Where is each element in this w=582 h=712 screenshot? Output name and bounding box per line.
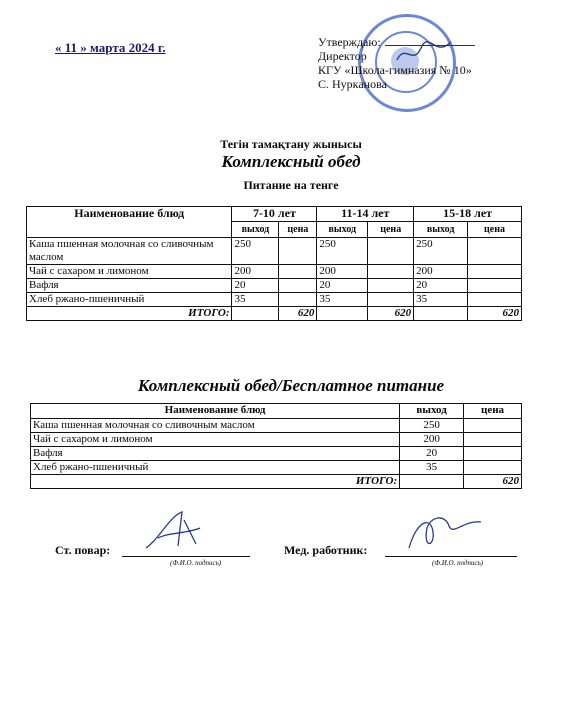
table-row xyxy=(31,447,522,461)
dish-output: 250 xyxy=(414,238,468,265)
dish-output: 35 xyxy=(232,293,279,307)
dish-output: 35 xyxy=(317,293,368,307)
dish-output: 35 xyxy=(400,461,464,475)
total-row xyxy=(27,307,522,321)
cook-label: Ст. повар: xyxy=(55,543,111,557)
dish-output: 20 xyxy=(232,279,279,293)
approval-block xyxy=(318,35,475,91)
col-dish-name: Наименование блюд xyxy=(31,404,400,419)
approve-label: Утверждаю: xyxy=(318,35,381,49)
medic-label: Мед. работник: xyxy=(284,543,368,557)
col-price: цена xyxy=(368,222,414,238)
age-group-15-18: 15-18 лет xyxy=(414,207,522,222)
approve-position: Директор xyxy=(318,49,367,63)
medic-signature xyxy=(405,510,485,556)
table-row xyxy=(31,461,522,475)
dish-name: Хлеб ржано-пшеничный xyxy=(27,293,232,307)
dish-name: Вафля xyxy=(27,279,232,293)
table-row xyxy=(27,279,522,293)
col-price: цена xyxy=(468,222,522,238)
free-menu-table xyxy=(30,403,522,489)
dish-output: 20 xyxy=(400,447,464,461)
dish-output: 200 xyxy=(400,433,464,447)
price-line: Питание на тенге xyxy=(243,178,339,192)
dish-name: Вафля xyxy=(31,447,400,461)
document-date: « 11 » марта 2024 г. xyxy=(55,40,166,55)
dish-name: Каша пшенная молочная со сливочным маслом xyxy=(27,238,232,265)
col-output: выход xyxy=(317,222,368,238)
dish-output: 20 xyxy=(317,279,368,293)
col-price: цена xyxy=(279,222,317,238)
medic-caption: (Ф.И.О. подпись) xyxy=(432,559,484,567)
dish-output: 200 xyxy=(414,265,468,279)
total-row xyxy=(31,475,522,489)
table-row xyxy=(27,238,522,265)
total-price: 620 xyxy=(468,307,522,321)
approve-school: КГУ «Школа-гимназия № 10» xyxy=(318,63,472,77)
dish-name: Чай с сахаром и лимоном xyxy=(27,265,232,279)
medic-signature-line xyxy=(385,556,517,557)
table-row xyxy=(27,265,522,279)
approve-person: С. Нурканова xyxy=(318,77,387,91)
age-group-7-10: 7-10 лет xyxy=(232,207,317,222)
col-dish-name: Наименование блюд xyxy=(27,207,232,238)
dish-name: Хлеб ржано-пшеничный xyxy=(31,461,400,475)
total-price: 620 xyxy=(464,475,522,489)
table-row xyxy=(31,419,522,433)
menu-table xyxy=(26,206,522,321)
total-price: 620 xyxy=(279,307,317,321)
total-label: ИТОГО: xyxy=(31,475,400,489)
dish-output: 35 xyxy=(414,293,468,307)
col-output: выход xyxy=(414,222,468,238)
col-price: цена xyxy=(464,404,522,419)
dish-output: 250 xyxy=(317,238,368,265)
table-row xyxy=(27,293,522,307)
dish-output: 250 xyxy=(400,419,464,433)
dish-output: 200 xyxy=(232,265,279,279)
col-output: выход xyxy=(400,404,464,419)
total-price: 620 xyxy=(368,307,414,321)
kaz-title: Тегін тамақтану жынысы xyxy=(220,137,362,151)
cook-signature xyxy=(140,508,210,556)
table-row xyxy=(31,433,522,447)
menu-title: Комплексный обед xyxy=(221,152,361,171)
dish-output: 200 xyxy=(317,265,368,279)
dish-name: Чай с сахаром и лимоном xyxy=(31,433,400,447)
dish-output: 20 xyxy=(414,279,468,293)
dish-name: Каша пшенная молочная со сливочным маслом xyxy=(31,419,400,433)
total-label: ИТОГО: xyxy=(27,307,232,321)
cook-signature-line xyxy=(122,556,250,557)
col-output: выход xyxy=(232,222,279,238)
free-menu-title: Комплексный обед/Бесплатное питание xyxy=(137,376,445,395)
dish-output: 250 xyxy=(232,238,279,265)
cook-caption: (Ф.И.О. подпись) xyxy=(170,559,222,567)
age-group-11-14: 11-14 лет xyxy=(317,207,414,222)
